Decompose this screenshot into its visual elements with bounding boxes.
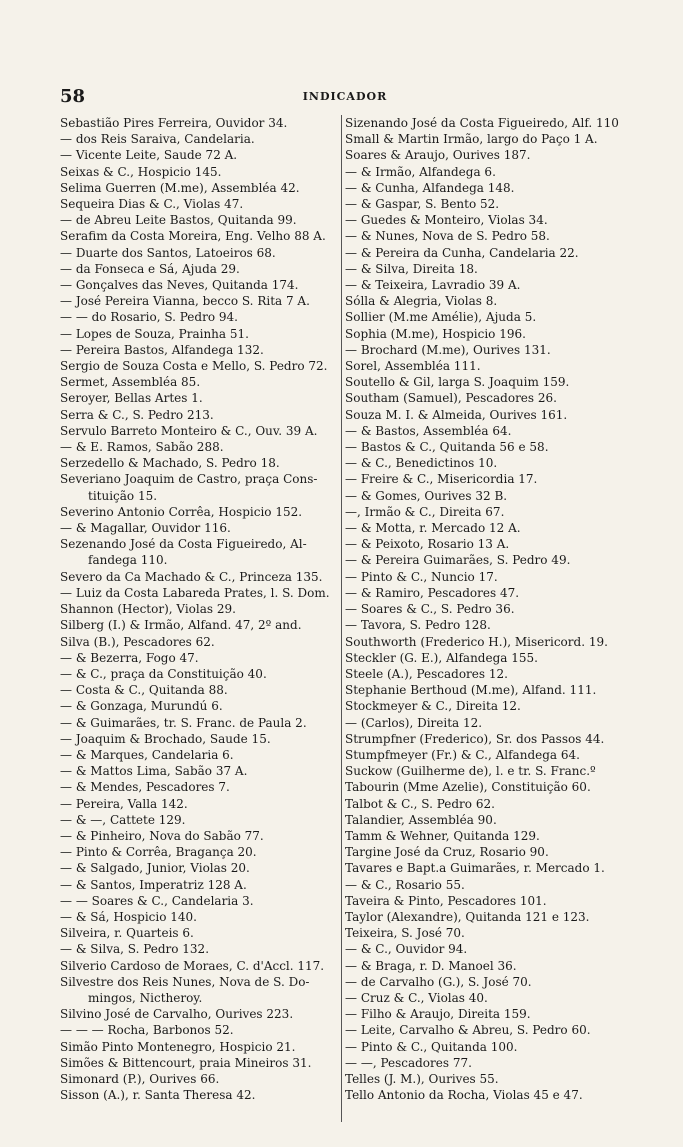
- directory-entry: — Vicente Leite, Saude 72 A.: [60, 148, 238, 163]
- directory-columns: [60, 115, 630, 1125]
- directory-entry: — & Motta, r. Mercado 12 A.: [345, 521, 521, 536]
- directory-entry: — Duarte dos Santos, Latoeiros 68.: [60, 245, 276, 260]
- directory-entry: Suckow (Guilherme de), l. e tr. S. Franc.º: [345, 764, 596, 779]
- directory-entry: Sizenando José da Costa Figueiredo, Alf. 110: [345, 116, 619, 130]
- directory-entry: Severo da Ca Machado & C., Princeza 135.: [60, 569, 323, 584]
- directory-entry: Souza M. I. & Almeida, Ourives 161.: [345, 407, 568, 422]
- directory-entry: — — do Rosario, S. Pedro 94.: [60, 310, 238, 325]
- directory-entry: — Guedes & Monteiro, Violas 34.: [345, 213, 548, 228]
- directory-entry: Southworth (Frederico H.), Misericord. 19.: [345, 634, 608, 649]
- directory-entry: Shannon (Hector), Violas 29.: [60, 602, 236, 617]
- directory-entry: Simões & Bittencourt, praia Mineiros 31.: [60, 1055, 312, 1070]
- directory-entry: Tello Antonio da Rocha, Violas 45 e 47.: [345, 1088, 583, 1103]
- directory-entry: — Brochard (M.me), Ourives 131.: [345, 342, 551, 357]
- directory-entry: Sollier (M.me Amélie), Ajuda 5.: [345, 310, 537, 325]
- directory-entry: — Pereira, Valla 142.: [60, 796, 188, 811]
- directory-entry: Silvino José de Carvalho, Ourives 223.: [60, 1007, 294, 1022]
- directory-entry: Serzedello & Machado, S. Pedro 18.: [60, 456, 280, 471]
- directory-entry: Stockmeyer & C., Direita 12.: [345, 699, 521, 714]
- directory-entry: — & Bastos, Assembléa 64.: [345, 423, 512, 438]
- page-header: [60, 86, 630, 106]
- directory-entry: Taveira & Pinto, Pescadores 101.: [345, 893, 547, 908]
- directory-entry: — Filho & Araujo, Direita 159.: [345, 1007, 531, 1022]
- directory-entry: Tamm & Wehner, Quitanda 129.: [345, 828, 540, 843]
- directory-entry: Taylor (Alexandre), Quitanda 121 e 123.: [345, 909, 590, 924]
- directory-entry: — da Fonseca e Sá, Ajuda 29.: [60, 261, 240, 276]
- directory-entry: — de Abreu Leite Bastos, Quitanda 99.: [60, 213, 297, 228]
- directory-entry: Servulo Barreto Monteiro & C., Ouv. 39 A.: [60, 423, 318, 438]
- directory-entry: — —, Pescadores 77.: [345, 1055, 472, 1070]
- directory-entry: Steckler (G. E.), Alfandega 155.: [345, 650, 538, 665]
- directory-entry: Severiano Joaquim de Castro, praça Cons- tituição 15.: [60, 472, 318, 503]
- directory-entry: — & Guimarães, tr. S. Franc. de Paula 2.: [60, 715, 307, 730]
- directory-entry: — Joaquim & Brochado, Saude 15.: [60, 731, 271, 746]
- directory-entry: — & Silva, S. Pedro 132.: [60, 942, 210, 957]
- directory-entry: Sergio de Souza Costa e Mello, S. Pedro 72.: [60, 359, 328, 374]
- directory-entry: — & Bezerra, Fogo 47.: [60, 650, 199, 665]
- directory-entry: — & Teixeira, Lavradio 39 A.: [345, 278, 521, 293]
- directory-entry: — & C., Benedictinos 10.: [345, 456, 498, 471]
- directory-entry: — Pinto & C., Quitanda 100.: [345, 1039, 518, 1054]
- directory-entry: — Tavora, S. Pedro 128.: [345, 618, 491, 633]
- directory-entry: Telles (J. M.), Ourives 55.: [345, 1071, 499, 1086]
- directory-entry: — & Marques, Candelaria 6.: [60, 747, 234, 762]
- directory-entry: — Freire & C., Misericordia 17.: [345, 472, 538, 487]
- directory-entry: — Pereira Bastos, Alfandega 132.: [60, 342, 264, 357]
- directory-entry: Seroyer, Bellas Artes 1.: [60, 391, 203, 406]
- directory-entry: Severino Antonio Corrêa, Hospicio 152.: [60, 504, 303, 519]
- right-column: [345, 115, 630, 1103]
- directory-entry: Sorel, Assembléa 111.: [345, 359, 481, 374]
- directory-entry: Simonard (P.), Ourives 66.: [60, 1071, 220, 1086]
- page-number: 58: [60, 86, 86, 107]
- directory-entry: Sophia (M.me), Hospicio 196.: [345, 326, 526, 341]
- directory-entry: Sebastião Pires Ferreira, Ouvidor 34.: [60, 116, 288, 130]
- directory-entry: — Cruz & C., Violas 40.: [345, 990, 488, 1005]
- directory-entry: — & Santos, Imperatriz 128 A.: [60, 877, 247, 892]
- directory-entry: — Gonçalves das Neves, Quitanda 174.: [60, 278, 299, 293]
- directory-entry: Southam (Samuel), Pescadores 26.: [345, 391, 557, 406]
- directory-entry: — & Cunha, Alfandega 148.: [345, 180, 515, 195]
- directory-entry: — & Braga, r. D. Manoel 36.: [345, 958, 517, 973]
- directory-entry: Selima Guerren (M.me), Assembléa 42.: [60, 180, 300, 195]
- directory-entry: Stumpfmeyer (Fr.) & C., Alfandega 64.: [345, 747, 580, 762]
- directory-entry: — & Mendes, Pescadores 7.: [60, 780, 230, 795]
- directory-entry: — & Silva, Direita 18.: [345, 261, 478, 276]
- directory-entry: Seixas & C., Hospicio 145.: [60, 164, 222, 179]
- directory-entry: Talbot & C., S. Pedro 62.: [345, 796, 495, 811]
- directory-entry: — Pinto & C., Nuncio 17.: [345, 569, 498, 584]
- directory-entry: Strumpfner (Frederico), Sr. dos Passos 44.: [345, 731, 605, 746]
- directory-entry: — & Mattos Lima, Sabão 37 A.: [60, 764, 248, 779]
- directory-entry: — & E. Ramos, Sabão 288.: [60, 440, 224, 455]
- directory-entry: Silva (B.), Pescadores 62.: [60, 634, 215, 649]
- directory-entry: Silveira, r. Quarteis 6.: [60, 926, 194, 941]
- directory-entry: Serafim da Costa Moreira, Eng. Velho 88 A.: [60, 229, 326, 244]
- directory-entry: — & Magallar, Ouvidor 116.: [60, 521, 231, 536]
- directory-entry: — & Pereira da Cunha, Candelaria 22.: [345, 245, 579, 260]
- directory-entry: —, Irmão & C., Direita 67.: [345, 504, 505, 519]
- directory-entry: — Pinto & Corrêa, Bragança 20.: [60, 845, 257, 860]
- directory-entry: — Costa & C., Quitanda 88.: [60, 683, 228, 698]
- directory-entry: Silberg (I.) & Irmão, Alfand. 47, 2º and.: [60, 618, 302, 633]
- directory-entry: — & Peixoto, Rosario 13 A.: [345, 537, 510, 552]
- directory-entry: — & Salgado, Junior, Violas 20.: [60, 861, 250, 876]
- directory-entry: Silvestre dos Reis Nunes, Nova de S. Do- mingos, Nictheroy.: [60, 974, 310, 1005]
- directory-entry: Talandier, Assembléa 90.: [345, 812, 497, 827]
- directory-entry: — Bastos & C., Quitanda 56 e 58.: [345, 440, 549, 455]
- directory-entry: — de Carvalho (G.), S. José 70.: [345, 974, 532, 989]
- directory-entry: Stephanie Berthoud (M.me), Alfand. 111.: [345, 683, 597, 698]
- directory-entry: — & Gonzaga, Murundú 6.: [60, 699, 223, 714]
- directory-entry: — Soares & C., S. Pedro 36.: [345, 602, 515, 617]
- directory-entry: Serra & C., S. Pedro 213.: [60, 407, 214, 422]
- directory-entry: Sólla & Alegria, Violas 8.: [345, 294, 498, 309]
- directory-entry: — & Pereira Guimarães, S. Pedro 49.: [345, 553, 571, 568]
- directory-entry: — & Nunes, Nova de S. Pedro 58.: [345, 229, 550, 244]
- directory-entry: Sermet, Assembléa 85.: [60, 375, 201, 390]
- directory-entry: — Leite, Carvalho & Abreu, S. Pedro 60.: [345, 1023, 591, 1038]
- directory-entry: — — — Rocha, Barbonos 52.: [60, 1023, 234, 1038]
- column-divider: [341, 115, 342, 1122]
- directory-entry: Targine José da Cruz, Rosario 90.: [345, 845, 549, 860]
- directory-entry: — & Gomes, Ourives 32 B.: [345, 488, 508, 503]
- directory-entry: Sequeira Dias & C., Violas 47.: [60, 197, 244, 212]
- directory-entry: — & C., Ouvidor 94.: [345, 942, 468, 957]
- left-column: [60, 115, 340, 1103]
- directory-entry: — José Pereira Vianna, becco S. Rita 7 A.: [60, 294, 310, 309]
- directory-entry: — Luiz da Costa Labareda Prates, l. S. Dom.: [60, 585, 330, 600]
- directory-entry: — & —, Cattete 129.: [60, 812, 186, 827]
- directory-entry: Steele (A.), Pescadores 12.: [345, 666, 508, 681]
- running-title: INDICADOR: [302, 90, 388, 103]
- directory-entry: — Lopes de Souza, Prainha 51.: [60, 326, 249, 341]
- directory-entry: Soares & Araujo, Ourives 187.: [345, 148, 531, 163]
- directory-entry: — & C., Rosario 55.: [345, 877, 465, 892]
- directory-entry: Teixeira, S. José 70.: [345, 926, 465, 941]
- directory-entry: — (Carlos), Direita 12.: [345, 715, 483, 730]
- directory-entry: — & Sá, Hospicio 140.: [60, 909, 197, 924]
- directory-entry: — — Soares & C., Candelaria 3.: [60, 893, 254, 908]
- directory-entry: Tavares e Bapt.a Guimarães, r. Mercado 1.: [345, 861, 605, 876]
- directory-entry: — & Pinheiro, Nova do Sabão 77.: [60, 828, 264, 843]
- directory-entry: Silverio Cardoso de Moraes, C. d'Accl. 117.: [60, 958, 325, 973]
- directory-entry: Sezenando José da Costa Figueiredo, Al- fandega 110.: [60, 537, 307, 568]
- directory-entry: Simão Pinto Montenegro, Hospicio 21.: [60, 1039, 296, 1054]
- directory-entry: — & Ramiro, Pescadores 47.: [345, 585, 520, 600]
- directory-entry: — & Gaspar, S. Bento 52.: [345, 197, 500, 212]
- directory-entry: Sisson (A.), r. Santa Theresa 42.: [60, 1088, 256, 1103]
- directory-entry: Small & Martin Irmão, largo do Paço 1 A.: [345, 132, 598, 147]
- directory-entry: — & Irmão, Alfandega 6.: [345, 164, 496, 179]
- directory-entry: — & C., praça da Constituição 40.: [60, 666, 267, 681]
- directory-entry: — dos Reis Saraiva, Candelaria.: [60, 132, 255, 147]
- directory-entry: Soutello & Gil, larga S. Joaquim 159.: [345, 375, 570, 390]
- directory-entry: Tabourin (Mme Azelie), Constituição 60.: [345, 780, 591, 795]
